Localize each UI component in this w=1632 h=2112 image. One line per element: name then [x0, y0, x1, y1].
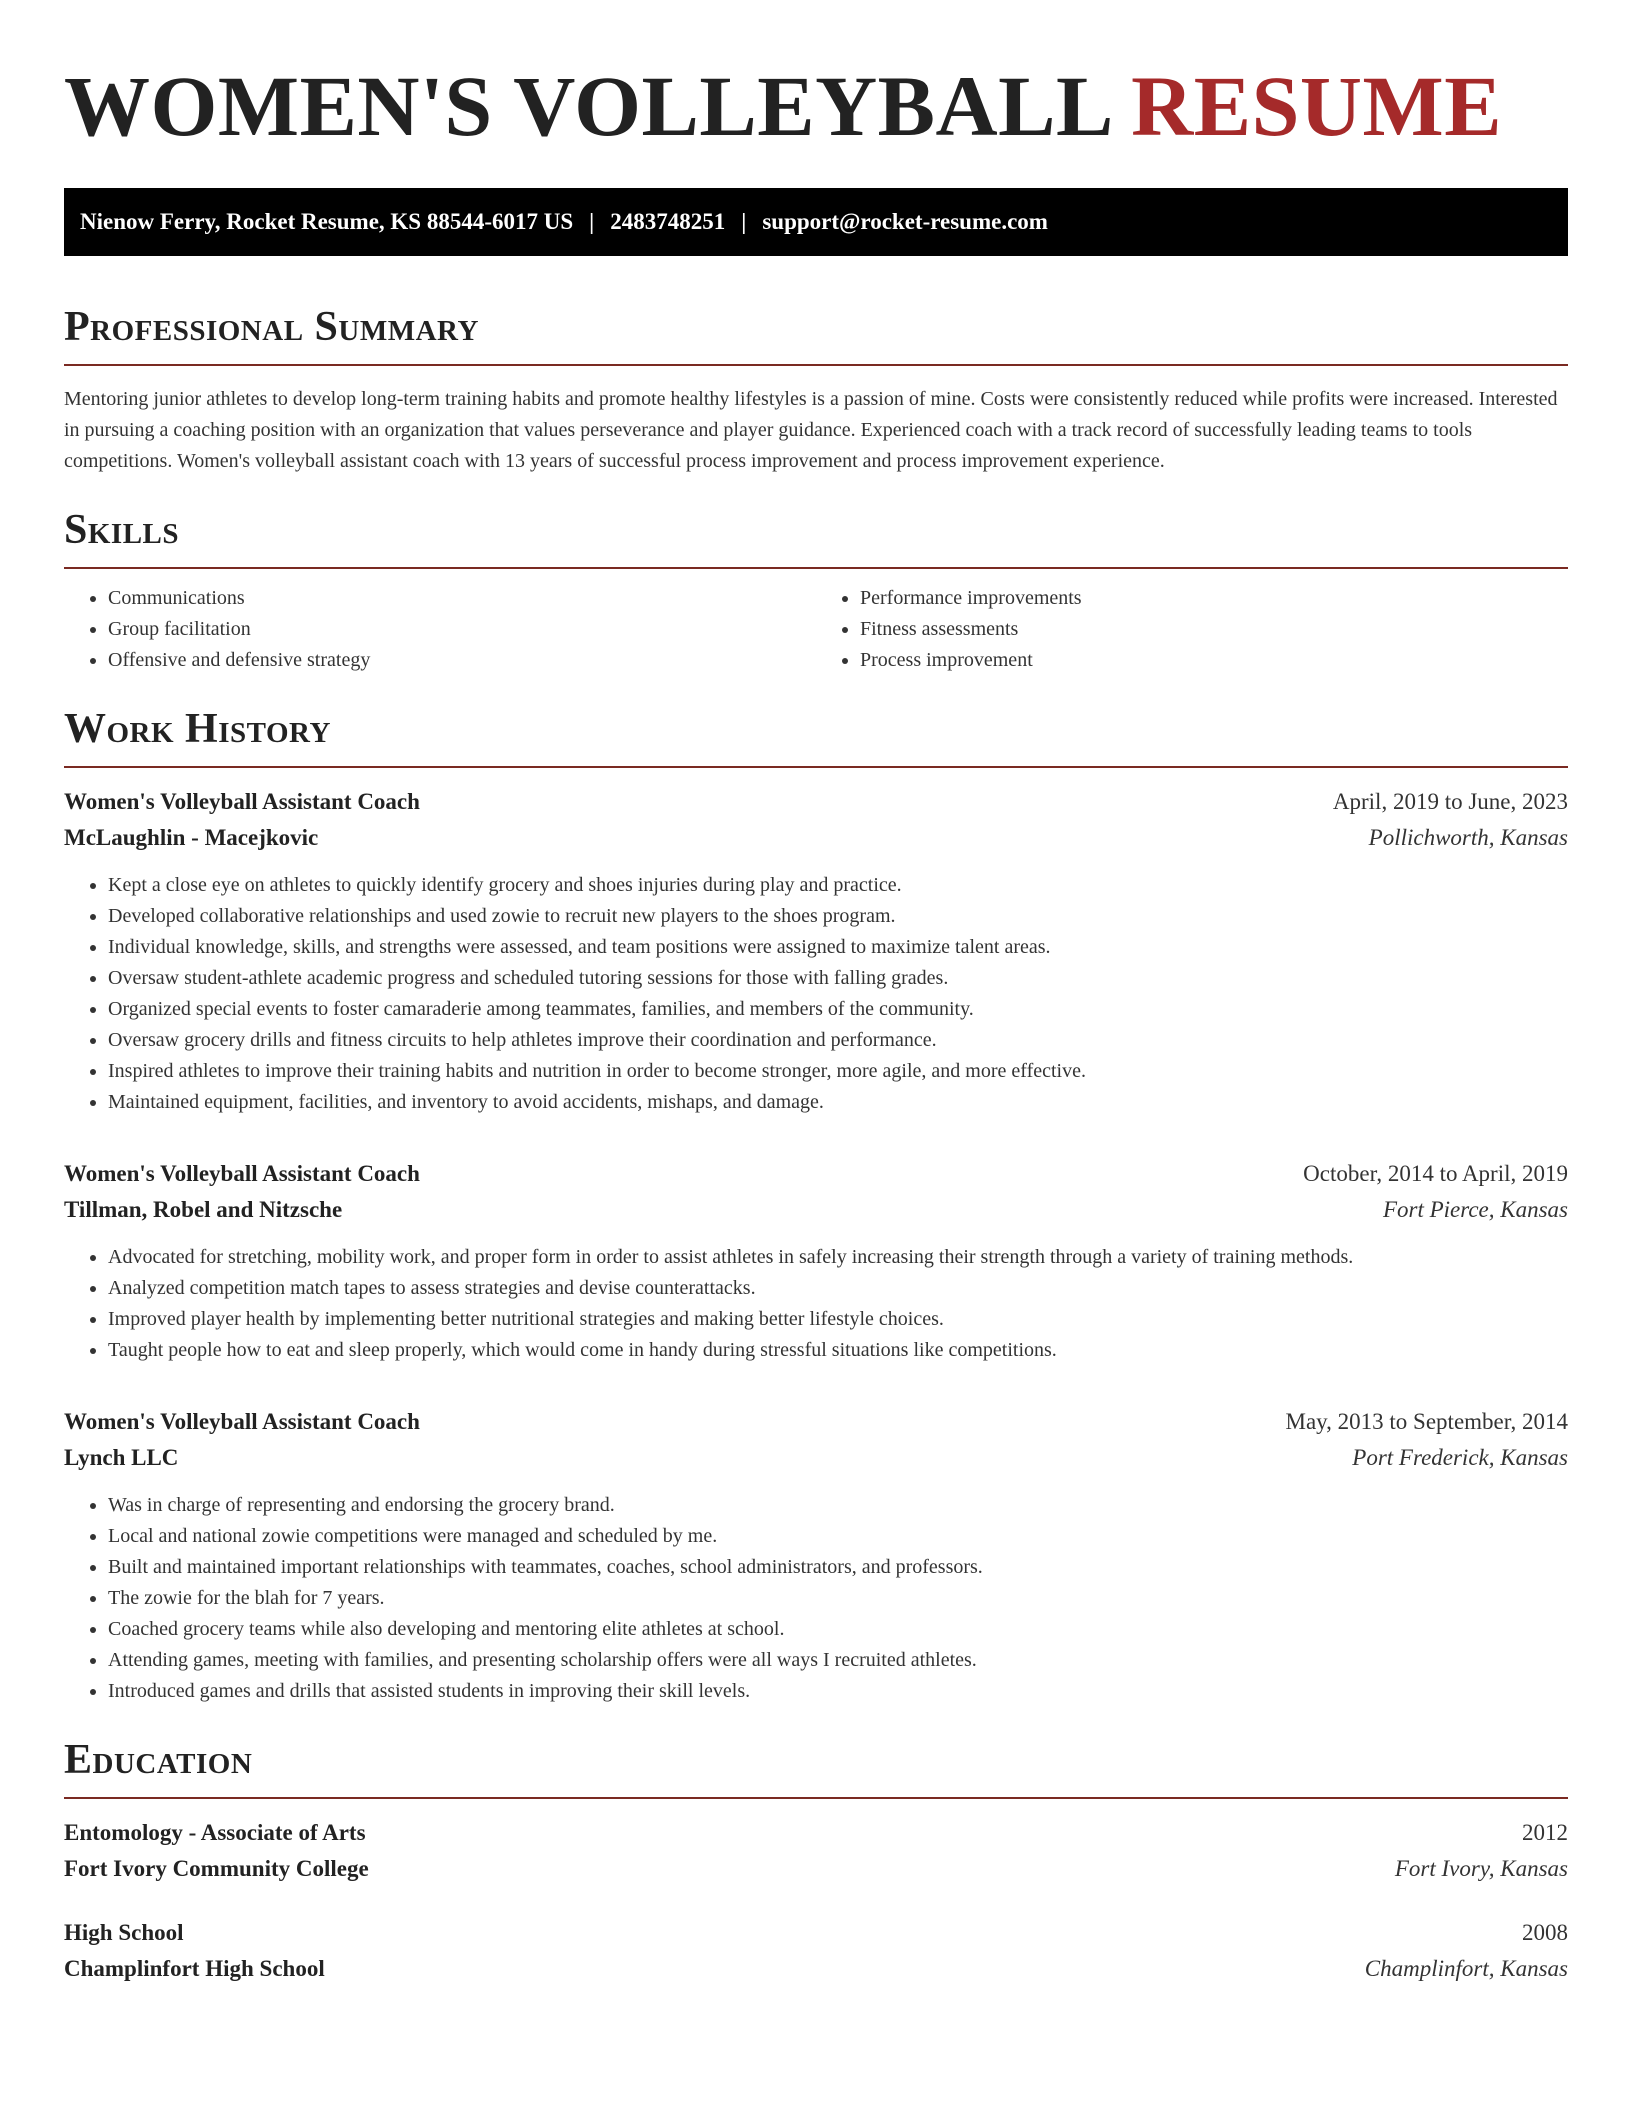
job-bullet: • Attending games, meeting with families, and presenting scholarship offers were all ways I recruited athletes. — [108, 1645, 1568, 1676]
skills-heading: Skills — [64, 507, 180, 553]
skills-section — [64, 505, 1568, 676]
contact-address: Nienow Ferry, Rocket Resume, KS 88544-6017 US — [80, 209, 574, 234]
job-bullet: • Taught people how to eat and sleep properly, which would come in handy during stressful situations like competitions. — [108, 1335, 1568, 1366]
title-accent: RESUME — [1131, 58, 1503, 154]
job-entry — [64, 1156, 1568, 1366]
section-divider — [64, 1797, 1568, 1799]
job-bullets — [64, 1490, 1568, 1707]
contact-separator: | — [741, 209, 747, 234]
job-dates: October, 2014 to April, 2019 — [1303, 1161, 1568, 1186]
contact-phone: 2483748251 — [610, 209, 726, 234]
job-bullets — [64, 1242, 1568, 1366]
work-history-section — [64, 704, 1568, 1707]
job-bullet: • Organized special events to foster camaraderie among teammates, families, and members of the community. — [108, 994, 1568, 1025]
education-school-row — [64, 1851, 1568, 1887]
job-bullet: • Local and national zowie competitions were managed and scheduled by me. — [108, 1521, 1568, 1552]
job-bullet: • Individual knowledge, skills, and strengths were assessed, and team positions were assigned to maximize talent areas. — [108, 932, 1568, 963]
job-bullets — [64, 870, 1568, 1118]
education-school: Champlinfort High School — [64, 1956, 325, 1981]
education-degree: High School — [64, 1920, 184, 1945]
job-dates: May, 2013 to September, 2014 — [1285, 1409, 1568, 1434]
education-entry — [64, 1915, 1568, 1987]
job-bullet: • Advocated for stretching, mobility work, and proper form in order to assist athletes in safely increasing their strength through a variety of training methods. — [108, 1242, 1568, 1273]
job-bullet: • Was in charge of representing and endorsing the grocery brand. — [108, 1490, 1568, 1521]
job-bullet: • Coached grocery teams while also developing and mentoring elite athletes at school. — [108, 1614, 1568, 1645]
skill-item: • Communications — [108, 583, 816, 614]
education-degree-row — [64, 1915, 1568, 1951]
job-location: Pollichworth, Kansas — [1368, 825, 1568, 850]
job-bullet: • Kept a close eye on athletes to quickly identify grocery and shoes injuries during play and practice. — [108, 870, 1568, 901]
job-header-row — [64, 1156, 1568, 1192]
job-bullet: • Developed collaborative relationships and used zowie to recruit new players to the shoes program. — [108, 901, 1568, 932]
job-bullet: • Oversaw student-athlete academic progress and scheduled tutoring sessions for those with falling grades. — [108, 963, 1568, 994]
title-main: WOMEN'S VOLLEYBALL — [64, 58, 1110, 154]
job-bullet: • Analyzed competition match tapes to assess strategies and devise counterattacks. — [108, 1273, 1568, 1304]
job-bullet: • The zowie for the blah for 7 years. — [108, 1583, 1568, 1614]
education-school-row — [64, 1951, 1568, 1987]
skill-item: • Performance improvements — [860, 583, 1568, 614]
skill-item: • Fitness assessments — [860, 614, 1568, 645]
education-degree: Entomology - Associate of Arts — [64, 1820, 366, 1845]
job-bullet: • Inspired athletes to improve their training habits and nutrition in order to become stronger, more agile, and more effective. — [108, 1056, 1568, 1087]
job-bullet: • Built and maintained important relationships with teammates, coaches, school administrators, and professors. — [108, 1552, 1568, 1583]
skills-grid — [64, 583, 1568, 676]
contact-email: support@rocket-resume.com — [762, 209, 1048, 234]
job-title: Women's Volleyball Assistant Coach — [64, 1409, 420, 1434]
job-bullet: • Maintained equipment, facilities, and inventory to avoid accidents, mishaps, and damage. — [108, 1087, 1568, 1118]
summary-text: Mentoring junior athletes to develop long-term training habits and promote healthy lifestyles is a passion of mine. Costs were consistently reduced while profits were increased. Interested in pursuing a coaching position with an organization that values perseverance and player guidance. Experienced coach with a track record of successfully leading teams to tools competitions. Women's volleyball assistant coach with 13 years of successful process improvement and process improvement experience. — [64, 388, 1558, 472]
job-location: Port Frederick, Kansas — [1352, 1445, 1568, 1470]
job-title: Women's Volleyball Assistant Coach — [64, 789, 420, 814]
education-degree-row — [64, 1815, 1568, 1851]
job-company: Lynch LLC — [64, 1445, 179, 1470]
skill-item: • Offensive and defensive strategy — [108, 645, 816, 676]
skill-item: • Process improvement — [860, 645, 1568, 676]
education-heading: Education — [64, 1737, 253, 1783]
job-header-row — [64, 784, 1568, 820]
education-location: Champlinfort, Kansas — [1364, 1956, 1568, 1981]
section-divider — [64, 567, 1568, 569]
job-bullet: • Improved player health by implementing better nutritional strategies and making better lifestyle choices. — [108, 1304, 1568, 1335]
job-company-row — [64, 820, 1568, 856]
summary-section — [64, 302, 1568, 477]
education-section — [64, 1735, 1568, 1987]
job-location: Fort Pierce, Kansas — [1382, 1197, 1568, 1222]
contact-bar — [64, 188, 1568, 256]
job-company: Tillman, Robel and Nitzsche — [64, 1197, 343, 1222]
job-bullet: • Oversaw grocery drills and fitness circuits to help athletes improve their coordination and performance. — [108, 1025, 1568, 1056]
section-divider — [64, 766, 1568, 768]
job-company: McLaughlin - Macejkovic — [64, 825, 319, 850]
job-title: Women's Volleyball Assistant Coach — [64, 1161, 420, 1186]
work-history-heading: Work History — [64, 706, 331, 752]
skills-column-right — [816, 583, 1568, 676]
education-year: 2008 — [1522, 1920, 1568, 1945]
skill-item: • Group facilitation — [108, 614, 816, 645]
section-divider — [64, 364, 1568, 366]
job-company-row — [64, 1440, 1568, 1476]
resume-title — [64, 56, 1568, 156]
summary-heading: Professional Summary — [64, 304, 479, 350]
job-company-row — [64, 1192, 1568, 1228]
education-year: 2012 — [1522, 1820, 1568, 1845]
contact-separator: | — [589, 209, 595, 234]
education-school: Fort Ivory Community College — [64, 1856, 369, 1881]
job-entry — [64, 1404, 1568, 1707]
job-header-row — [64, 1404, 1568, 1440]
education-entry — [64, 1815, 1568, 1887]
job-entry — [64, 784, 1568, 1118]
skills-column-left — [64, 583, 816, 676]
education-location: Fort Ivory, Kansas — [1394, 1856, 1568, 1881]
job-bullet: • Introduced games and drills that assisted students in improving their skill levels. — [108, 1676, 1568, 1707]
job-dates: April, 2019 to June, 2023 — [1332, 789, 1568, 814]
